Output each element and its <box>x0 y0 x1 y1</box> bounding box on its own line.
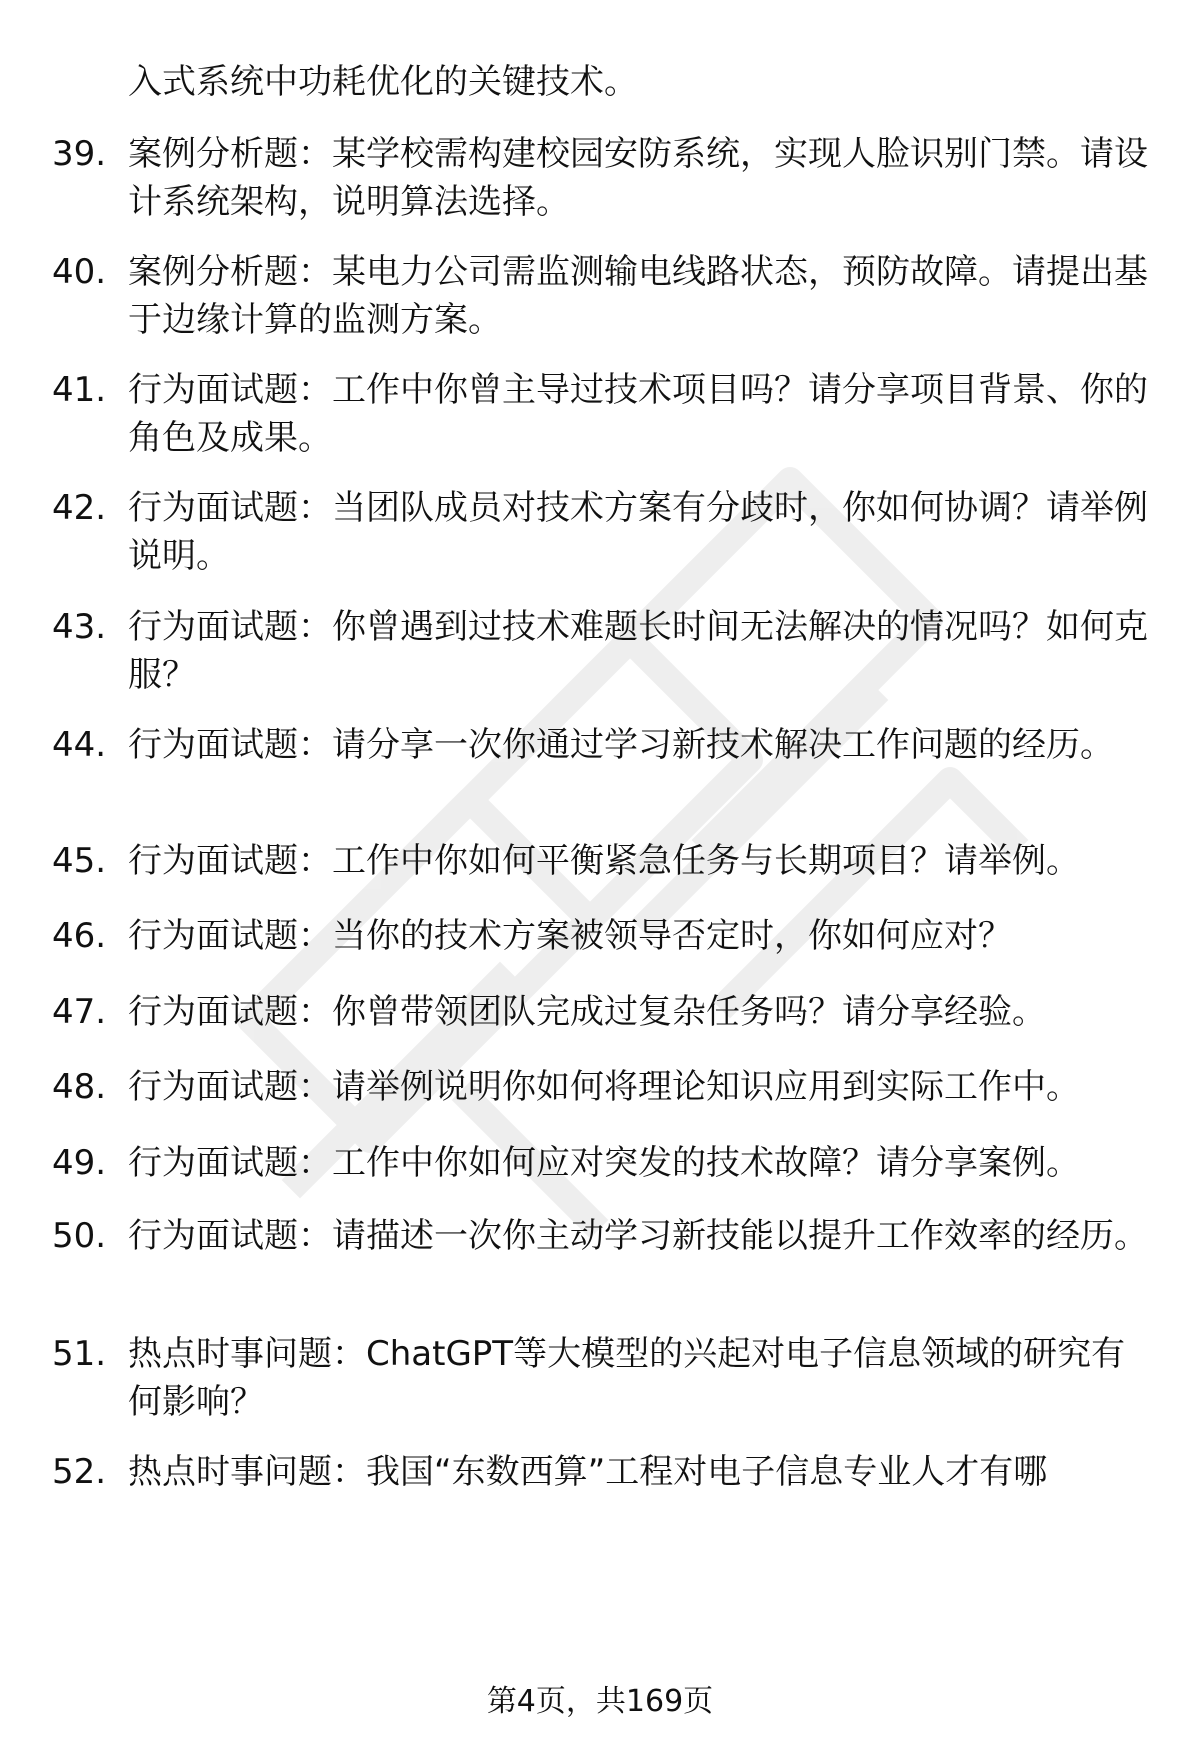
question-number: 43. <box>52 607 107 647</box>
question-text: 行为面试题：当你的技术方案被领导否定时，你如何应对？ <box>128 916 1012 956</box>
question-text: 行为面试题：工作中你曾主导过技术项目吗？请分享项目背景、你的角色及成果。 <box>128 370 1148 458</box>
question-number: 51. <box>52 1334 107 1374</box>
question-text: 热点时事问题：ChatGPT等大模型的兴起对电子信息领域的研究有何影响？ <box>128 1334 1126 1422</box>
question-text: 案例分析题：某电力公司需监测输电线路状态，预防故障。请提出基于边缘计算的监测方案。 <box>128 252 1148 340</box>
question-number: 42. <box>52 488 107 528</box>
question-number: 39. <box>52 134 107 174</box>
question-text: 热点时事问题：我国“东数西算”工程对电子信息专业人才有哪 <box>128 1452 1048 1492</box>
question-text: 行为面试题：请描述一次你主动学习新技能以提升工作效率的经历。 <box>128 1216 1148 1256</box>
question-text: 案例分析题：某学校需构建校园安防系统，实现人脸识别门禁。请设计系统架构，说明算法选择。 <box>128 134 1148 222</box>
question-number: 49. <box>52 1143 107 1183</box>
question-text: 行为面试题：请举例说明你如何将理论知识应用到实际工作中。 <box>128 1067 1080 1107</box>
page-footer: 第4页，共169页 <box>486 1684 714 1719</box>
question-text: 行为面试题：你曾带领团队完成过复杂任务吗？请分享经验。 <box>128 992 1046 1032</box>
question-number: 45. <box>52 841 107 881</box>
question-number: 48. <box>52 1067 107 1107</box>
question-number: 44. <box>52 725 107 765</box>
question-number: 41. <box>52 370 107 410</box>
question-text: 行为面试题：当团队成员对技术方案有分歧时，你如何协调？请举例说明。 <box>128 488 1148 576</box>
question-number: 50. <box>52 1216 107 1256</box>
continuation-text: 入式系统中功耗优化的关键技术。 <box>128 62 638 102</box>
question-number: 40. <box>52 252 107 292</box>
question-text: 行为面试题：请分享一次你通过学习新技术解决工作问题的经历。 <box>128 725 1114 765</box>
question-number: 46. <box>52 916 107 956</box>
question-number: 52. <box>52 1452 107 1492</box>
question-text: 行为面试题：工作中你如何平衡紧急任务与长期项目？请举例。 <box>128 841 1080 881</box>
question-text: 行为面试题：你曾遇到过技术难题长时间无法解决的情况吗？如何克服？ <box>128 607 1148 695</box>
question-text: 行为面试题：工作中你如何应对突发的技术故障？请分享案例。 <box>128 1143 1080 1183</box>
question-number: 47. <box>52 992 107 1032</box>
